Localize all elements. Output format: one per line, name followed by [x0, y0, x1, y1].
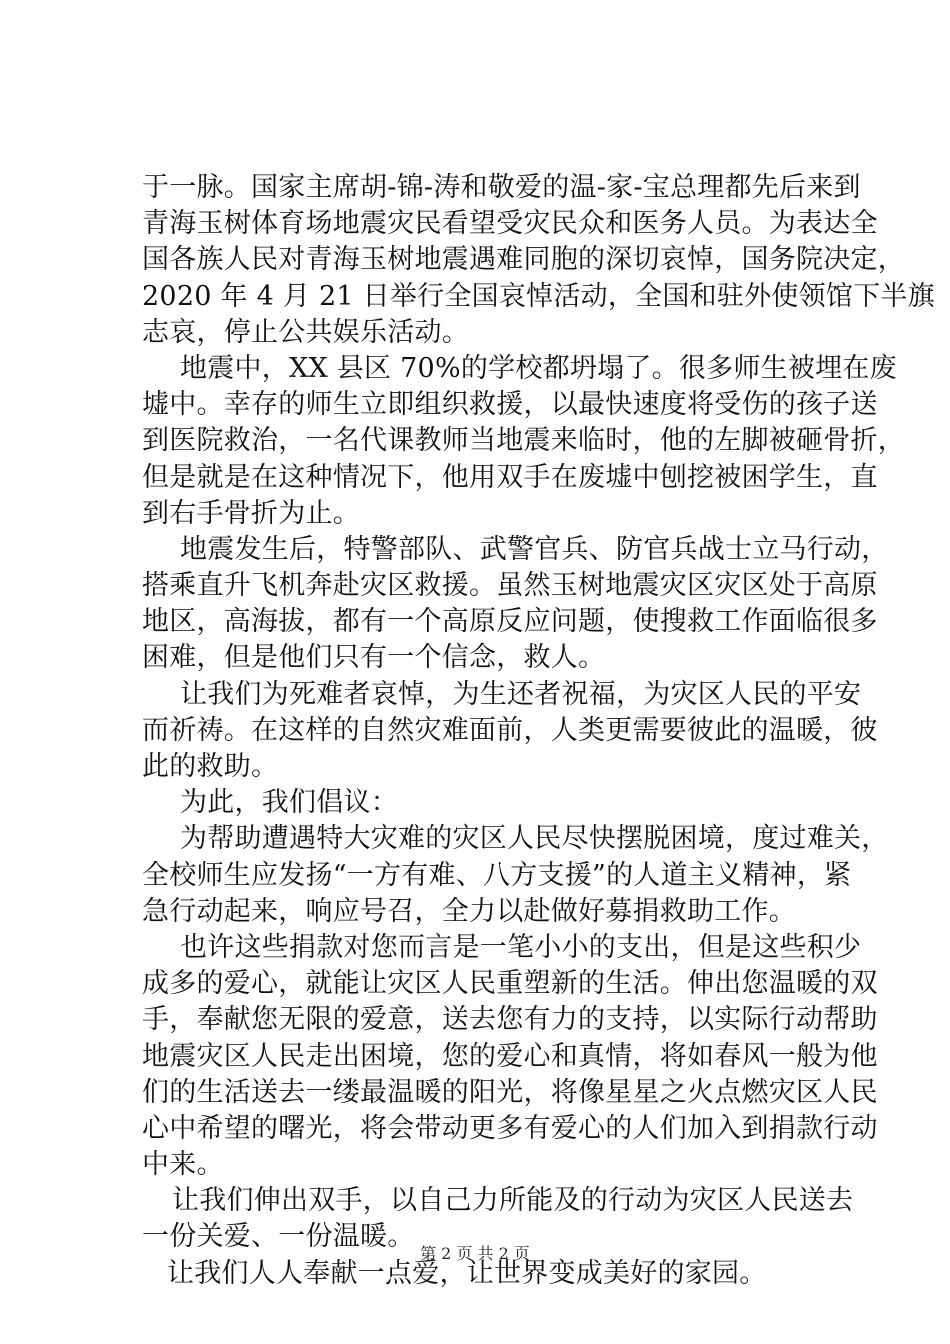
text-line: 地区，高海拔，都有一个高原反应问题，使搜救工作面临很多: [142, 606, 878, 638]
paragraph-first-line: 让我们为死难者哀悼，为生还者祝福，为灾区人民的平安: [180, 678, 862, 710]
text-line: 到右手骨折为止。: [142, 497, 360, 529]
text-line: 困难，但是他们只有一个信念，救人。: [142, 642, 606, 674]
text-line: 手，奉献您无限的爱意，送去您有力的支持，以实际行动帮助: [142, 1004, 878, 1036]
page-number-footer: 第 2 页 共 2 页: [420, 1244, 530, 1263]
text-line: 青海玉树体育场地震灾民看望受灾民众和医务人员。为表达全: [142, 208, 878, 240]
text-line: 2020 年 4 月 21 日举行全国哀悼活动，全国和驻外使领馆下半旗: [142, 280, 935, 312]
text-line: 于一脉。国家主席胡-锦-涛和敬爱的温-家-宝总理都先后来到: [142, 172, 861, 203]
text-line: 搭乘直升飞机奔赴灾区救援。虽然玉树地震灾区灾区处于高原: [142, 570, 878, 602]
text-line: 成多的爱心，就能让灾区人民重塑新的生活。伸出您温暖的双: [142, 968, 878, 1000]
text-line: 此的救助。: [142, 751, 279, 782]
paragraph-first-line: 地震中，XX 县区 70%的学校都坍塌了。很多师生被埋在废: [180, 352, 897, 384]
paragraph-first-line: 让我们人人奉献一点爱，让世界变成美好的家园。: [167, 1257, 767, 1289]
text-line: 一份关爱、一份温暖。: [142, 1221, 415, 1253]
text-line: 墟中。幸存的师生立即组织救援，以最快速度将受伤的孩子送: [142, 389, 878, 421]
text-line: 地震灾区人民走出困境，您的爱心和真情，将如春风一般为他: [142, 1040, 878, 1072]
text-line: 们的生活送去一缕最温暖的阳光，将像星星之火点燃灾区人民: [142, 1076, 878, 1108]
paragraph-first-line: 让我们伸出双手，以自己力所能及的行动为灾区人民送去: [172, 1185, 854, 1217]
paragraph-first-line: 地震发生后，特警部队、武警官兵、防官兵战士立马行动，: [180, 533, 889, 565]
text-line: 心中希望的曙光，将会带动更多有爱心的人们加入到捐款行动: [142, 1112, 878, 1144]
text-line: 志哀，停止公共娱乐活动。: [142, 316, 469, 348]
text-line: 到医院救治，一名代课教师当地震来临时，他的左脚被砸骨折，: [142, 425, 905, 457]
paragraph-first-line: 为此，我们倡议：: [180, 787, 398, 819]
text-line: 国各族人民对青海玉树地震遇难同胞的深切哀悼，国务院决定，: [142, 244, 905, 276]
text-line: 但是就是在这种情况下，他用双手在废墟中刨挖被困学生，直: [142, 461, 878, 493]
document-body: [142, 170, 935, 1292]
text-line: 而祈祷。在这样的自然灾难面前，人类更需要彼此的温暖，彼: [142, 714, 878, 746]
paragraph-first-line: 也许这些捐款对您而言是一笔小小的支出，但是这些积少: [180, 931, 862, 963]
text-line: 中来。: [142, 1149, 224, 1181]
paragraph-first-line: 为帮助遭遇特大灾难的灾区人民尽快摆脱困境，度过难关，: [180, 823, 889, 855]
text-line: 急行动起来，响应号召，全力以赴做好募捐救助工作。: [142, 895, 796, 927]
text-line: 全校师生应发扬“一方有难、八方支援”的人道主义精神，紧: [142, 859, 852, 891]
